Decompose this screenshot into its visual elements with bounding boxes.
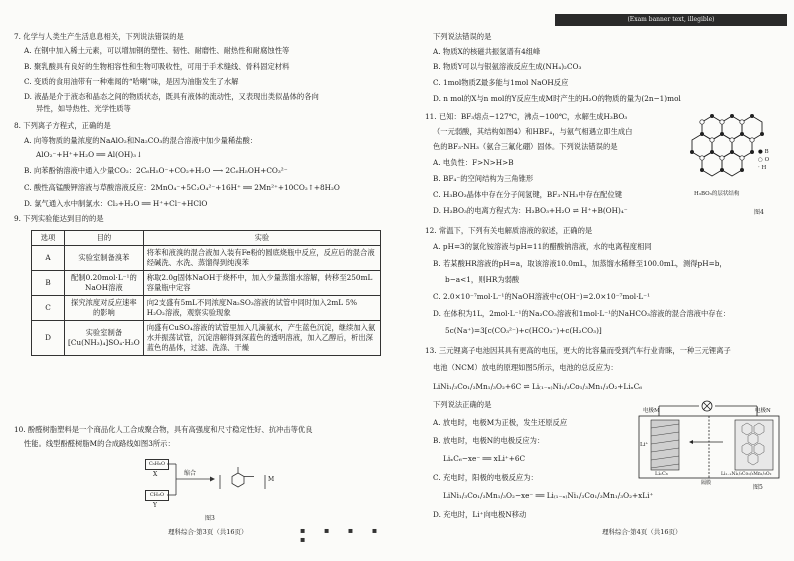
formula-x-box: C₆H₆O [145, 459, 169, 470]
q7-stem: 7. 化学与人类生产生活息息相关，下列说法错误的是 [14, 32, 184, 41]
table-header: 目的 [65, 231, 144, 246]
q9-table [31, 230, 381, 356]
cathode-material-label: Li₁₋ₓNi₁/₃Co₁/₃Mn₁/₃O₂ [721, 472, 772, 477]
q12-option-d-eq: 5c(Na⁺)=3[c(CO₃²⁻)+c(HCO₃⁻)+c(H₂CO₃)] [445, 326, 602, 335]
legend-b-label: B [764, 149, 769, 155]
q11-option-a: A. 电负性：F>N>H>B [433, 158, 514, 167]
legend-o-label: O [764, 157, 770, 163]
legend-dot-b: ● [758, 149, 763, 155]
q13-line-2: 电池（NCM）放电的原理如图5所示，电池的总反应为： [433, 363, 618, 372]
q13-option-b: B. 放电时，电极N的电极反应为： [433, 436, 545, 445]
q10-option-b: B. 物质Y可以与银氨溶液反应生成(NH₄)₂CO₃ [433, 62, 582, 71]
q12-stem: 12. 常温下，下列有关电解质溶液的叙述，正确的是 [425, 226, 593, 235]
arrow-label: 缩合 [184, 470, 197, 477]
legend-h-label: H [761, 165, 767, 171]
row-experiment: 向2支盛有5mL不同浓度Na₂SO₃溶液的试管中同时加入2mL 5% H₂O₂溶液，观察实验现象 [143, 296, 380, 321]
fig4-caption: 图4 [754, 209, 764, 216]
membrane-label: 隔膜 [701, 480, 712, 486]
legend-b [758, 148, 769, 156]
row-purpose: 实验室制备溴苯 [65, 246, 144, 271]
row-purpose: 探究浓度对反应速率的影响 [65, 296, 144, 321]
row-experiment: 向盛有CuSO₄溶液的试管里加入几滴氨水，产生蓝色沉淀，继续加入氨水并振荡试管，沉淀溶解得到深蓝色的透明溶液，加入乙醇后，析出深蓝色的晶体，过滤、洗涤、干燥 [143, 321, 380, 356]
q10-option-a: A. 物质X的核磁共振氢谱有4组峰 [433, 47, 541, 56]
row-purpose: 实验室制备[Cu(NH₃)₄]SO₄·H₂O [65, 321, 144, 356]
table-row [32, 271, 381, 296]
formula-y-box: CH₂O [145, 490, 169, 501]
label-x: X [153, 471, 158, 478]
fig5-caption: 图5 [753, 484, 763, 491]
table-header: 实验 [143, 231, 380, 246]
q13-option-b-eq: LiₓC₆−xe⁻ ══ xLi⁺+6C [443, 454, 526, 463]
q12-option-b: B. 若某酸HR溶液的pH=a，取该溶液10.0mL，加蒸馏水稀释至100.0mL，测得pH=b， [433, 259, 727, 268]
q13-option-a: A. 放电时，电极M为正极，发生还原反应 [433, 418, 568, 427]
q10-option-d: D. n mol的X与n mol的Y反应生成M时产生的H₂O的物质的量为(2n−1)mol [433, 94, 681, 103]
table-row [32, 321, 381, 356]
q12-option-d: D. 在体积为1L，2mol·L⁻¹的Na₂CO₃溶液和1mol·L⁻¹的NaHCO₃溶液的混合溶液中存在： [433, 309, 731, 318]
legend [758, 148, 769, 172]
q7-option-b: B. 聚乳酸具有良好的生物相容性和生物可吸收性，可用于手术缝线、骨科固定材料 [24, 62, 290, 71]
electrode-n-label: 电极N [755, 408, 771, 414]
q8-option-d: D. 氯气通入水中制氯水：Cl₂+H₂O ══ H⁺+Cl⁻+HClO [24, 199, 208, 208]
q9-stem: 9. 下列实验能达到目的的是 [14, 214, 104, 223]
q11-line-2: （一元弱酸，其结构如图4）和HBF₄，与氨气相遇立即生成白 [433, 127, 633, 136]
q13-option-c-eq: LiNi₁/₃Co₁/₃Mn₁/₃O₂−xe⁻ ══ Li₍₁₋ₓ₎Ni₁/₃Co₁/₃Mn₁/₃O₂+xLi⁺ [443, 491, 654, 500]
q7-option-a: A. 在钢中加入稀土元素，可以增加钢的塑性、韧性、耐磨性、耐热性和耐腐蚀性等 [24, 46, 290, 55]
right-footer: 理科综合·第4页（共16页） [602, 528, 682, 536]
legend-h [758, 164, 769, 172]
q7-option-d-cont: 异性，如导热性、光学性质等 [36, 104, 131, 113]
legend-dot-h: · [758, 165, 760, 171]
row-option: D [32, 321, 65, 356]
q13-option-d: D. 充电时，Li⁺向电极N移动 [433, 510, 527, 519]
q11-option-c: C. H₃BO₃晶体中存在分子间氢键，BF₃·NH₃中存在配位键 [433, 190, 623, 199]
q8-option-a-eq: AlO₂⁻+H⁺+H₂O ══ Al(OH)₃↓ [36, 150, 143, 159]
h3bo3-figure [682, 108, 787, 226]
table-header: 选项 [32, 231, 65, 246]
q11-line-1: 11. 已知：BF₃熔点−127℃，沸点−100℃，水解生成H₃BO₃ [425, 112, 628, 121]
row-option: A [32, 246, 65, 271]
q10-option-c: C. 1mol物质Z最多能与1mol NaOH反应 [433, 78, 569, 87]
row-purpose: 配制0.20mol·L⁻¹的NaOH溶液 [65, 271, 144, 296]
q11-line-3: 色的BF₃·NH₃（氨合三氟化硼）固体。下列说法错误的是 [433, 142, 618, 151]
q8-option-a: A. 向等物质的量浓度的NaAlO₂和Na₂CO₃的混合溶液中加少量稀盐酸： [24, 136, 258, 145]
q8-stem: 8. 下列离子方程式，正确的是 [14, 121, 111, 130]
lixc6-label: LiₓC₆ [655, 471, 668, 477]
binding-marks: ▪ ▪ ▪ ▪ ▪ [300, 526, 386, 544]
table-row [32, 246, 381, 271]
q11-option-b: B. BF₄⁻的空间结构为三角锥形 [433, 174, 534, 183]
q13-line-4: 下列说法正确的是 [433, 400, 492, 409]
q12-option-a: A. pH=3的氯化铵溶液与pH=11的醋酸钠溶液，水的电离程度相同 [433, 242, 652, 251]
scheme-svg [140, 455, 280, 517]
right-page [397, 0, 794, 561]
q10-line-2: 性能。线型酚醛树脂M的合成路线如图3所示： [24, 439, 175, 448]
q7-option-c: C. 变质的食用油带有一种难闻的“哈喇”味，是因为油脂发生了水解 [24, 77, 239, 86]
li-ion-label: Li⁺ [640, 442, 649, 448]
q7-option-d: D. 液晶是介于液态和晶态之间的物质状态，既具有液体的流动性，又表现出类似晶体的各向 [24, 92, 319, 101]
q10-synthesis-scheme [140, 455, 280, 517]
table-header-row [32, 231, 381, 246]
q13-line-1: 13. 三元锂离子电池因其具有更高的电压，更大的比容量而受到汽车行业青睐，一种三元锂离子 [425, 346, 731, 355]
h3bo3-caption: H₃BO₃的层状结构 [694, 191, 740, 197]
table-row [32, 296, 381, 321]
exam-banner: (Exam banner text, illegible) [555, 14, 787, 26]
battery-figure [637, 398, 787, 494]
q12-option-c: C. 2.0×10⁻⁷mol·L⁻¹的NaOH溶液中c(OH⁻)=2.0×10⁻⁷mol·L⁻¹ [433, 292, 651, 301]
row-experiment: 将苯和液溴的混合液加入装有Fe粉的圆底烧瓶中反应，反应后的混合液经碱洗、水洗、蒸馏得到纯溴苯 [143, 246, 380, 271]
legend-dot-o: ○ [758, 157, 763, 163]
q8-option-c: C. 酸性高锰酸钾溶液与草酸溶液反应：2MnO₄⁻+5C₂O₄²⁻+16H⁺ ══ 2Mn²⁺+10CO₂↑+8H₂O [24, 183, 340, 192]
electrode-m-label: 电极M [643, 408, 660, 414]
q10-options-stem: 下列说法错误的是 [433, 32, 492, 41]
row-option: C [32, 296, 65, 321]
label-y: Y [153, 502, 157, 509]
row-option: B [32, 271, 65, 296]
row-experiment: 称取2.0g固体NaOH于烧杯中，加入少量蒸馏水溶解，转移至250mL容量瓶中定容 [143, 271, 380, 296]
q13-option-c: C. 充电时，阳极的电极反应为： [433, 473, 538, 482]
label-product: M [268, 476, 275, 483]
q10-line-1: 10. 酚醛树脂塑料是一个商品化人工合成聚合物，具有高强度和尺寸稳定性好、抗冲击等优良 [14, 425, 313, 434]
left-footer: 理科综合·第3页（共16页） [168, 528, 248, 536]
legend-o [758, 156, 769, 164]
q8-option-b: B. 向苯酚钠溶液中通入少量CO₂：2C₆H₅O⁻+CO₂+H₂O ⟶ 2C₆H₅OH+CO₃²⁻ [24, 166, 288, 175]
fig3-caption: 图3 [205, 515, 215, 522]
q13-reaction: LiNi₁/₃Co₁/₃Mn₁/₃O₂+6C ⇌ Li₍₁₋ₓ₎Ni₁/₃Co₁/₃Mn₁/₃O₂+LiₓC₆ [433, 382, 643, 391]
q12-option-b-cont: b−a<1，则HR为弱酸 [445, 275, 520, 284]
q11-option-d: D. H₃BO₃的电离方程式为：H₃BO₃+H₂O ⇌ H⁺+B(OH)₄⁻ [433, 206, 628, 215]
